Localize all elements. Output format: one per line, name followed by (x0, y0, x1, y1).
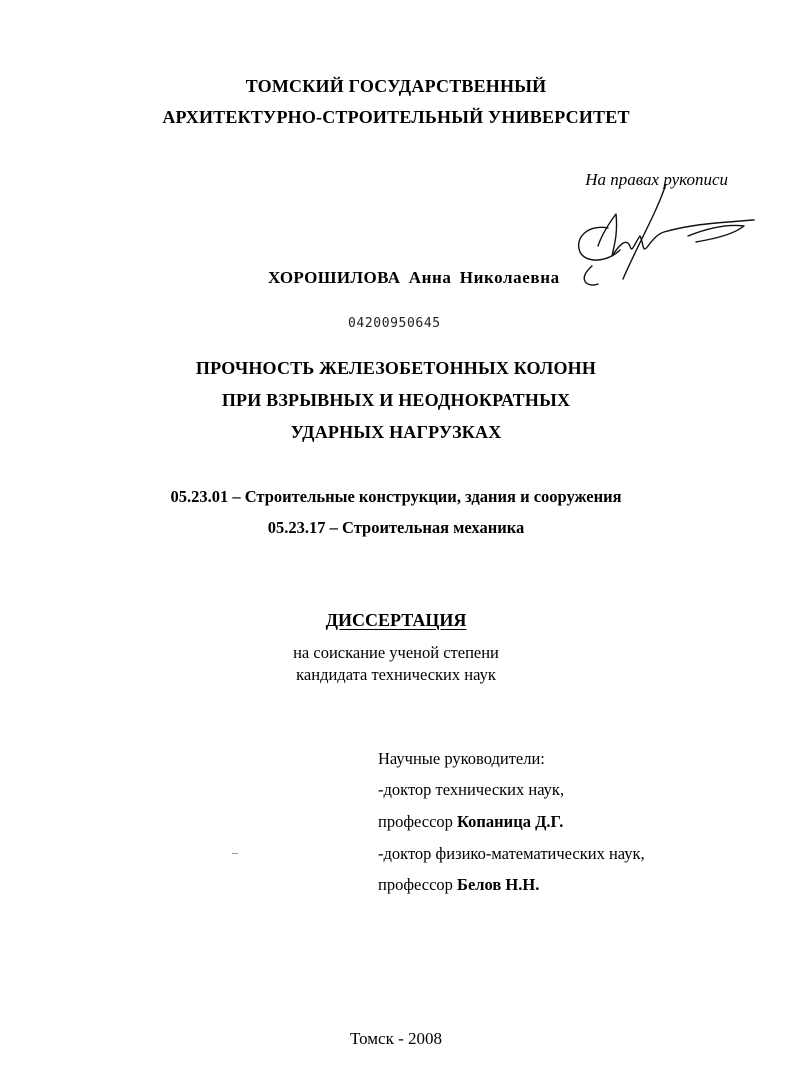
degree-line2: кандидата технических наук (296, 665, 496, 684)
author-patronymic: Николаевна (459, 268, 560, 287)
specialty-1: 05.23.01 – Строительные конструкции, здания и сооружения (170, 487, 622, 506)
supervisor1 (378, 812, 563, 832)
author-name (268, 268, 560, 288)
author-first-name: Анна (408, 268, 452, 287)
university-name-line2: АРХИТЕКТУРНО-СТРОИТЕЛЬНЫЙ УНИВЕРСИТЕТ (162, 107, 630, 127)
thesis-title-line1: ПРОЧНОСТЬ ЖЕЛЕЗОБЕТОННЫХ КОЛОНН (195, 358, 597, 378)
supervisor2 (378, 875, 539, 895)
supervisors-heading: Научные руководители: (378, 749, 545, 768)
scan-speck (232, 853, 238, 854)
supervisor1-degree: -доктор технических наук, (378, 780, 565, 799)
supervisor2-degree: -доктор физико-математических наук, (378, 844, 645, 863)
handwritten-signature (568, 184, 758, 294)
supervisor2-name: Белов Н.Н. (457, 875, 540, 894)
specialty-2: 05.23.17 – Строительная механика (267, 518, 525, 537)
manuscript-note: На правах рукописи (585, 170, 728, 189)
thesis-title-line3: УДАРНЫХ НАГРУЗКАХ (290, 422, 502, 442)
degree-line1: на соискание ученой степени (293, 643, 499, 662)
supervisor2-title: профессор (378, 875, 453, 894)
document-code: 04200950645 (348, 316, 441, 331)
university-name-line1: ТОМСКИЙ ГОСУДАРСТВЕННЫЙ (245, 76, 547, 96)
thesis-title-line2: ПРИ ВЗРЫВНЫХ И НЕОДНОКРАТНЫХ (221, 390, 571, 410)
author-surname: ХОРОШИЛОВА (268, 268, 401, 287)
supervisor1-title: профессор (378, 812, 453, 831)
supervisor1-name: Копаница Д.Г. (457, 812, 564, 831)
dissertation-heading: ДИССЕРТАЦИЯ (325, 610, 467, 630)
city-year: Томск - 2008 (349, 1029, 442, 1048)
